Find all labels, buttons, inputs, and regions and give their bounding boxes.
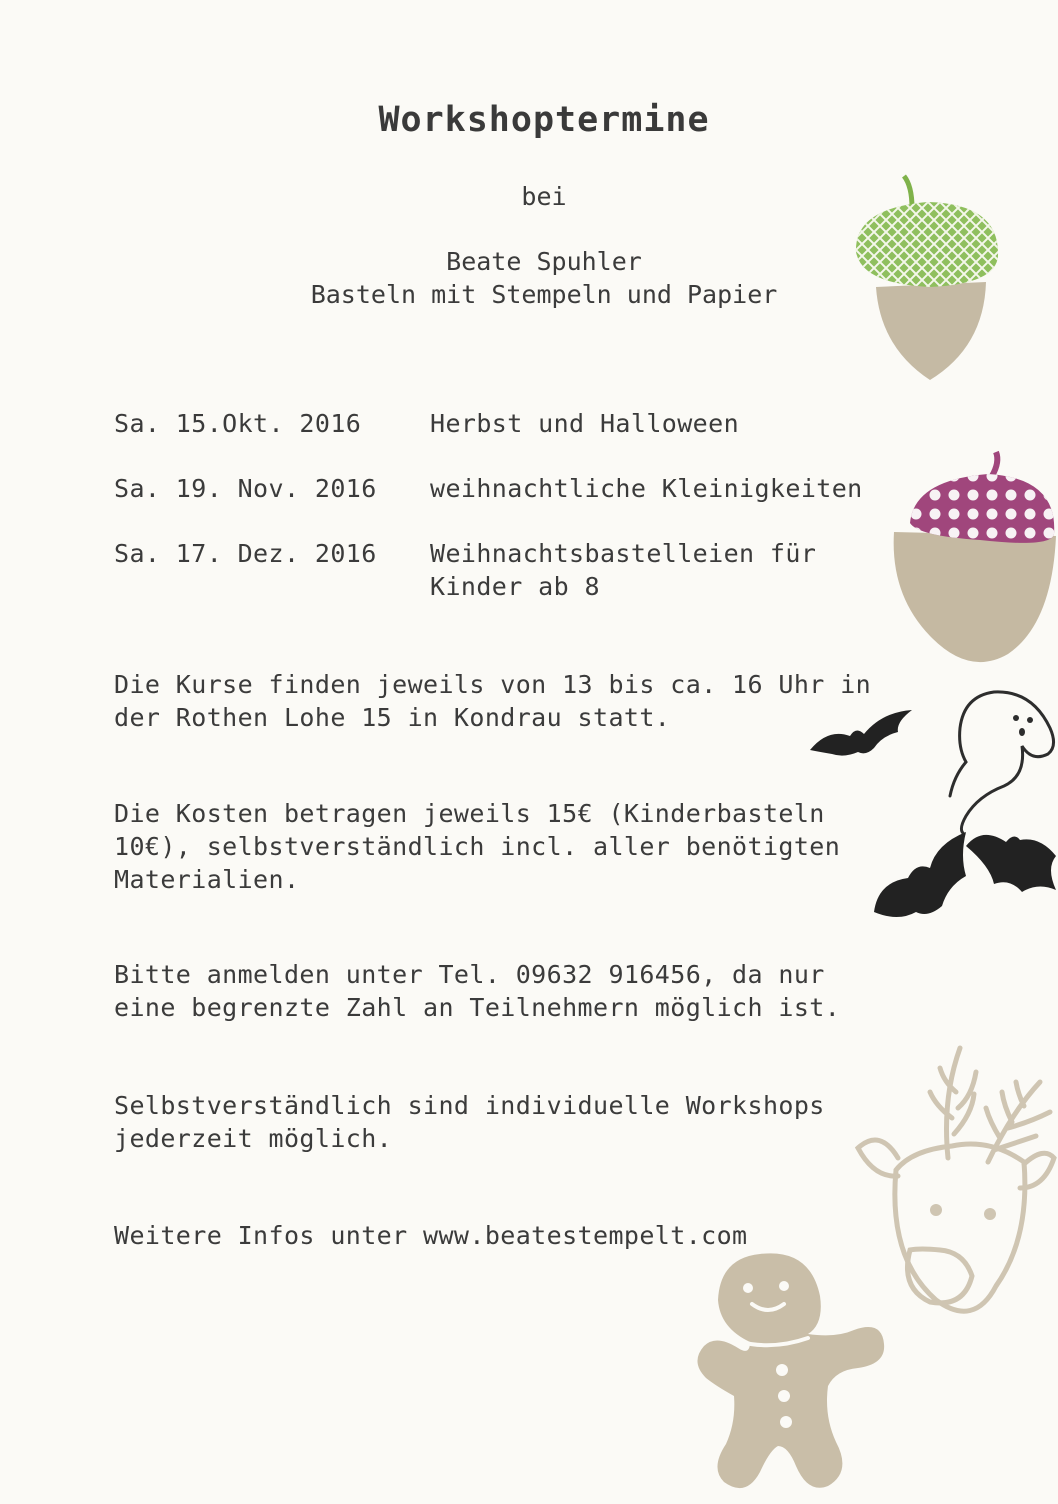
individual-line-2: jederzeit möglich.	[114, 1124, 393, 1153]
schedule-date: Sa. 19. Nov. 2016	[114, 474, 377, 503]
schedule-date: Sa. 17. Dez. 2016	[114, 539, 377, 568]
register-line-1: Bitte anmelden unter Tel. 09632 916456, da nur	[114, 960, 825, 989]
acorn-green-icon	[850, 172, 1010, 387]
schedule-date: Sa. 15.Okt. 2016	[114, 409, 362, 438]
bat-icon	[808, 706, 914, 768]
times-line-1: Die Kurse finden jeweils von 13 bis ca. 16 Uhr in	[114, 670, 872, 699]
costs-line-3: Materialien.	[114, 865, 300, 894]
schedule-topic: weihnachtliche Kleinigkeiten	[430, 474, 863, 503]
register-line-2: eine begrenzte Zahl an Teilnehmern möglich ist.	[114, 993, 841, 1022]
info-line: Weitere Infos unter www.beatestempelt.com	[114, 1221, 748, 1250]
individual-line-1: Selbstverständlich sind individuelle Workshops	[114, 1091, 825, 1120]
schedule-topic-continued: Kinder ab 8	[430, 572, 600, 601]
schedule-topic: Herbst und Halloween	[430, 409, 740, 438]
organizer-name: Beate Spuhler	[446, 247, 642, 276]
page-title: Workshoptermine	[378, 100, 710, 140]
acorn-pink-dotted-icon	[888, 448, 1058, 678]
costs-line-2: 10€), selbstverständlich incl. aller benötigten	[114, 832, 841, 861]
bat-icon	[870, 826, 1058, 922]
by-label: bei	[521, 182, 567, 211]
ghost-icon	[930, 684, 1058, 834]
organizer-tagline: Basteln mit Stempeln und Papier	[310, 280, 778, 309]
schedule-topic: Weihnachtsbastelleien für	[430, 539, 817, 568]
costs-line-1: Die Kosten betragen jeweils 15€ (Kinderbasteln	[114, 799, 825, 828]
gingerbread-man-icon	[690, 1246, 890, 1504]
times-line-2: der Rothen Lohe 15 in Kondrau statt.	[114, 703, 671, 732]
